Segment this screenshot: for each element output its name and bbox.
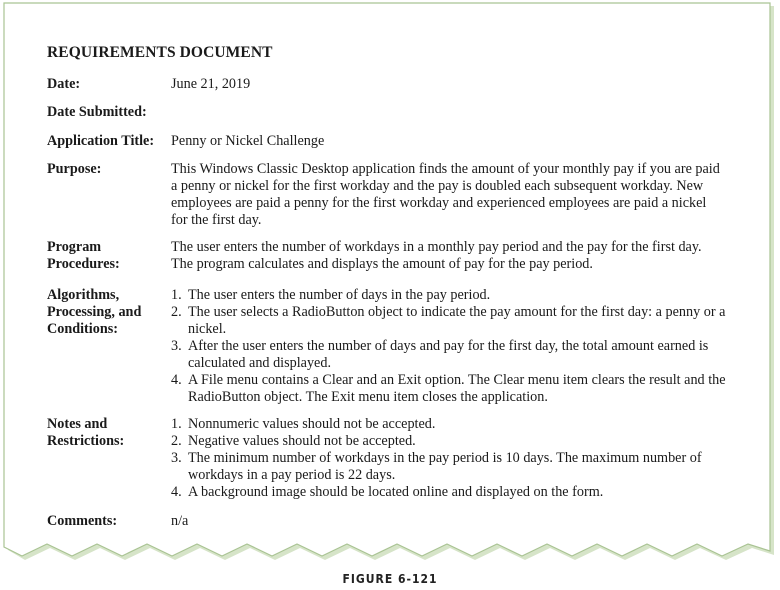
value-purpose: This Windows Classic Desktop application finds the amount of your monthly pay if you are paid a penny or nickel for the first workday and the pay is doubled each subsequent workday. New employees are paid a penny for the first workday and experienced employees are paid a nickel for the first day. xyxy=(171,161,720,228)
value-date: June 21, 2019 xyxy=(171,76,251,92)
value-program-procedures: The user enters the number of workdays in a monthly pay period and the pay for the first day. The program calculates and displays the amount of pay for the pay period. xyxy=(171,239,702,272)
label-date-submitted: Date Submitted: xyxy=(47,104,147,120)
figure-caption: FIGURE 6-121 xyxy=(342,572,438,586)
list-item: 4. A File menu contains a Clear and an Exit option. The Clear menu item clears the result and the RadioButton object. The Exit menu item closes the application. xyxy=(171,372,726,405)
label-application-title: Application Title: xyxy=(47,133,155,149)
list-item: 3. The minimum number of workdays in the pay period is 10 days. The maximum number of workdays in a pay period is 22 days. xyxy=(171,450,702,483)
label-comments: Comments: xyxy=(47,513,118,529)
list-item: 1. The user enters the number of days in the pay period. xyxy=(171,287,491,303)
list-item: 2. The user selects a RadioButton object to indicate the pay amount for the first day: a penny or a nickel. xyxy=(171,304,726,337)
label-algorithms: Algorithms, Processing, and Conditions: xyxy=(47,287,142,337)
value-application-title: Penny or Nickel Challenge xyxy=(171,133,325,149)
label-program-procedures: Program Procedures: xyxy=(47,239,120,272)
value-comments: n/a xyxy=(171,513,189,529)
list-item: 1. Nonnumeric values should not be accepted. xyxy=(171,416,436,432)
document-heading: REQUIREMENTS DOCUMENT xyxy=(47,44,273,61)
label-date: Date: xyxy=(47,76,81,92)
label-purpose: Purpose: xyxy=(47,161,102,177)
label-notes: Notes and Restrictions: xyxy=(47,416,125,449)
list-item: 3. After the user enters the number of days and pay for the first day, the total amount earned is calculated and displayed. xyxy=(171,338,709,371)
list-item: 4. A background image should be located online and displayed on the form. xyxy=(171,484,604,500)
algorithms-list xyxy=(171,287,726,406)
list-item: 2. Negative values should not be accepted. xyxy=(171,433,416,449)
notes-list xyxy=(171,416,726,501)
